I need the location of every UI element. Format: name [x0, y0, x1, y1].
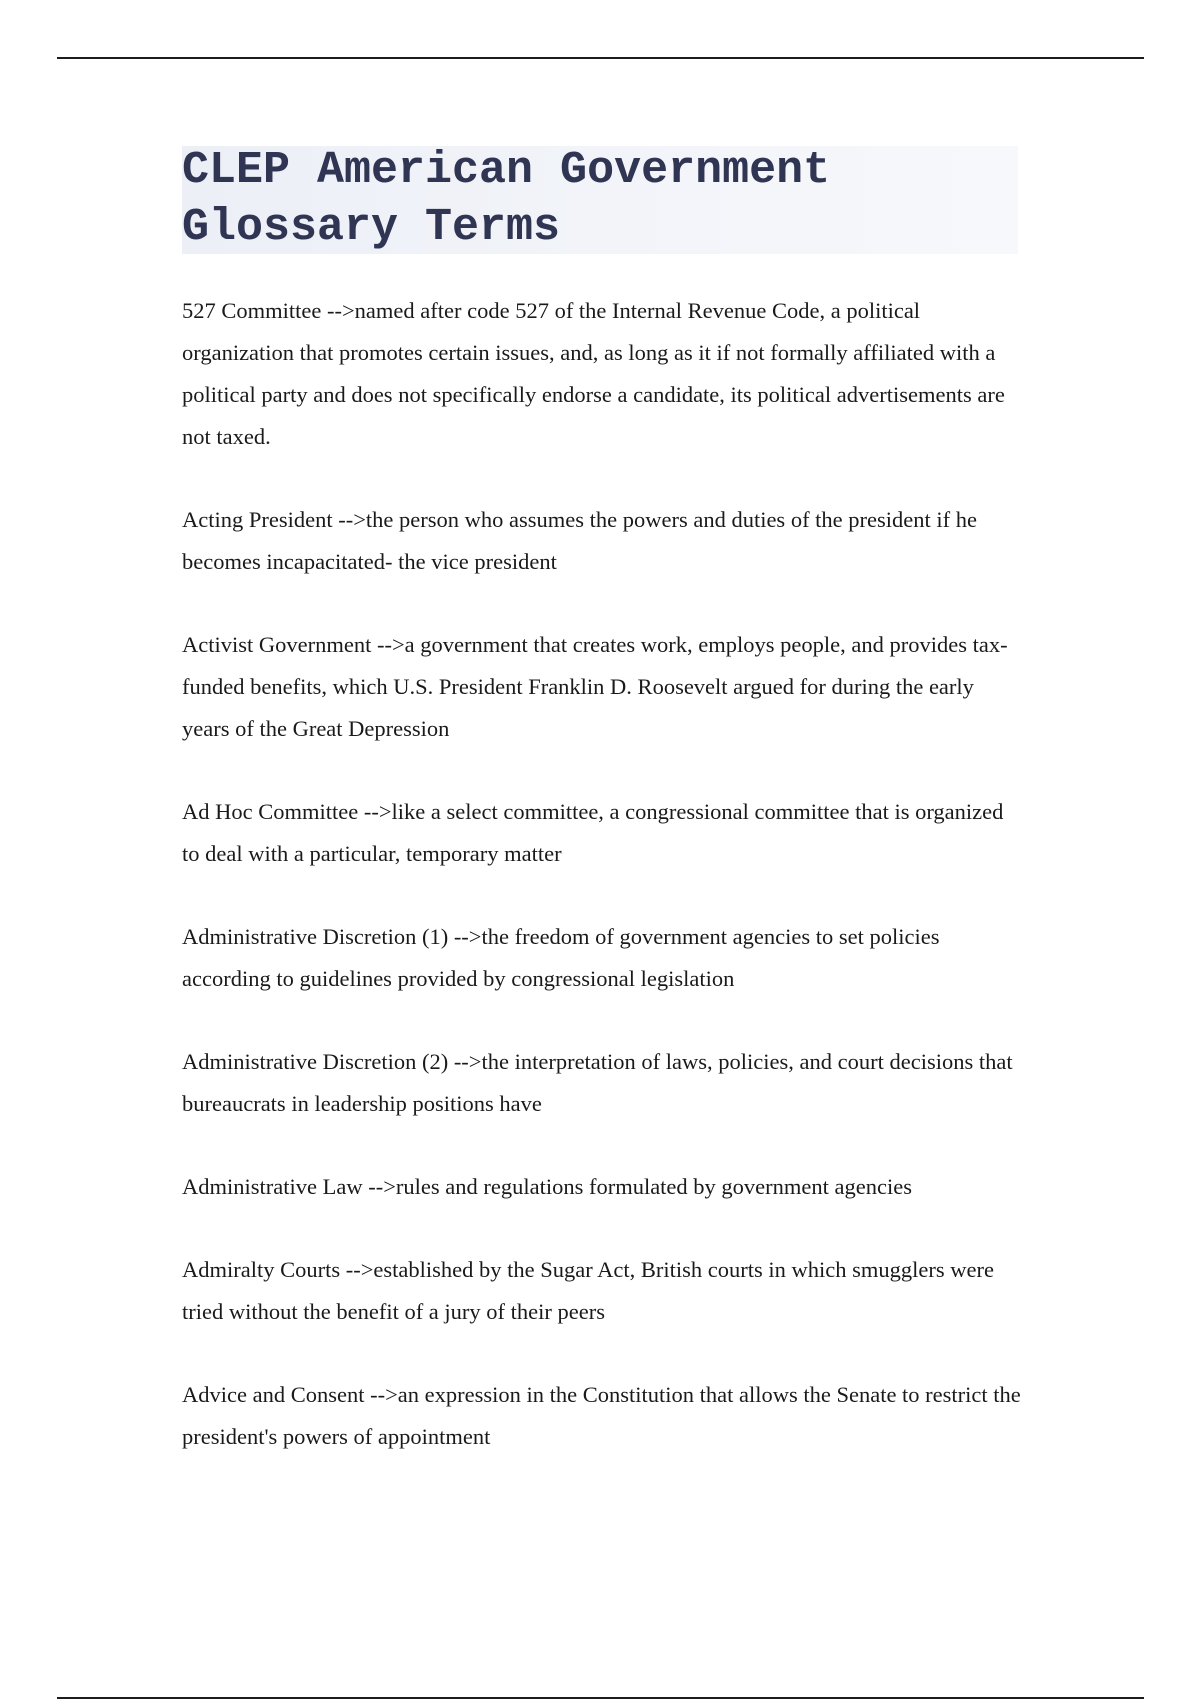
glossary-list: [182, 290, 1022, 1499]
top-divider: [57, 57, 1144, 59]
bottom-divider: [57, 1697, 1144, 1699]
glossary-entry-administrative-law: Administrative Law -->rules and regulations formulated by government agencies: [182, 1174, 912, 1199]
page-title: CLEP American Government Glossary Terms: [182, 145, 858, 253]
glossary-entry-administrative-discretion-2: Administrative Discretion (2) -->the interpretation of laws, policies, and court decisions that bureaucrats in leadership positions have: [182, 1049, 1013, 1116]
glossary-entry-advice-and-consent: Advice and Consent -->an expression in the Constitution that allows the Senate to restrict the president's powers of appointment: [182, 1382, 1021, 1449]
glossary-entry-activist-government: Activist Government -->a government that creates work, employs people, and provides tax-funded benefits, which U.S. President Franklin D. Roosevelt argued for during the early years of the Great Depression: [182, 632, 1008, 741]
glossary-entry-acting-president: Acting President -->the person who assumes the powers and duties of the president if he becomes incapacitated- the vice president: [182, 507, 978, 574]
glossary-entry-admiralty-courts: Admiralty Courts -->established by the Sugar Act, British courts in which smugglers were tried without the benefit of a jury of their peers: [182, 1257, 994, 1324]
glossary-entry-administrative-discretion-1: Administrative Discretion (1) -->the freedom of government agencies to set policies according to guidelines provided by congressional legislation: [182, 924, 940, 991]
glossary-entry-ad-hoc-committee: Ad Hoc Committee -->like a select committee, a congressional committee that is organized to deal with a particular, temporary matter: [182, 799, 1004, 866]
title-banner: [182, 146, 1018, 254]
glossary-entry-527-committee: 527 Committee -->named after code 527 of the Internal Revenue Code, a political organization that promotes certain issues, and, as long as it if not formally affiliated with a political party and does not specifically endorse a candidate, its political advertisements are not taxed.: [182, 298, 1005, 449]
